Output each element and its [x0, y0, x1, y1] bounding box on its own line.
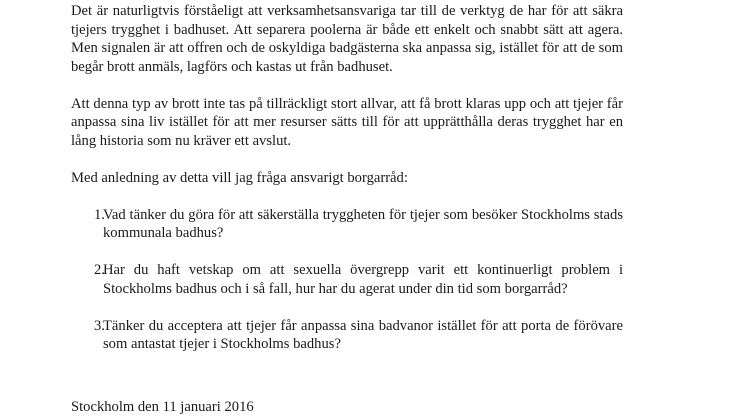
list-item-number: 1.: [94, 206, 105, 223]
list-item-text: Vad tänker du göra för att säkerställa tryggheten för tjejer som besöker Stockholms stads kommunala badhus?: [103, 206, 623, 241]
signoff-place-date: Stockholm den 11 januari 2016: [71, 399, 254, 415]
list-item-text: Tänker du acceptera att tjejer får anpassa sina badvanor istället för att porta de förövare som antastat tjejer i Stockholms badhus?: [103, 317, 623, 352]
list-item-text: Har du haft vetskap om att sexuella övergrepp varit ett kontinuerligt problem i Stockholms badhus och i så fall, hur har du agerat under din tid som borgarråd?: [103, 262, 623, 297]
list-item: [71, 206, 623, 243]
question-list: [71, 206, 623, 354]
paragraph-history: Att denna typ av brott inte tas på tillräckligt stort allvar, att få brott klaras upp och att tjejer får anpassa sina liv istället för att mer resurser sätts till för att upprätthålla deras trygghet har en lång historia som nu kräver ett avslut.: [71, 95, 623, 149]
paragraph-intro: Det är naturligtvis förståeligt att verksamhetsansvariga tar till de verktyg de har för att säkra tjejers trygghet i badhuset. Att separera poolerna är både ett enkelt och snabbt sätt att agera. Men signalen är att offren och de oskyldiga badgästerna ska anpassa sig, istället för att de som begår brott anmäls, lagförs och kastas ut från badhuset.: [71, 3, 623, 75]
list-item: [71, 261, 623, 298]
list-item-number: 2.: [94, 262, 105, 278]
list-item: [71, 317, 623, 354]
list-item-number: 3.: [94, 317, 105, 334]
document-body: [71, 2, 623, 372]
paragraph-question-lead: Med anledning av detta vill jag fråga ansvarigt borgarråd:: [71, 169, 408, 186]
